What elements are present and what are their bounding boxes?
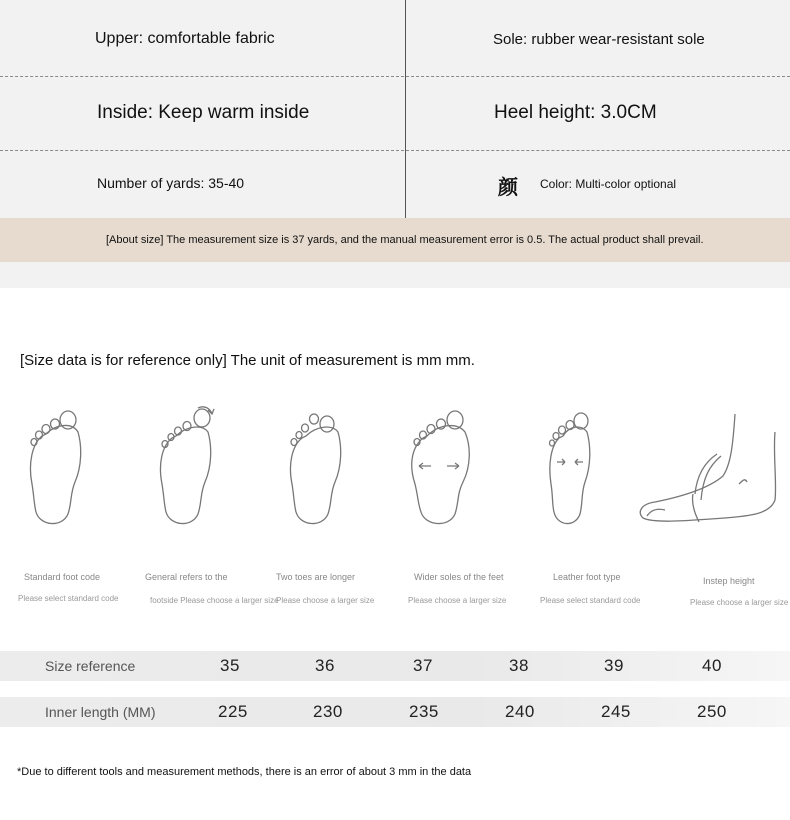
foot-type-title: Two toes are longer [276,572,356,582]
foot-type-title: Standard foot code [24,572,101,582]
narrow-foot-icon [535,404,610,529]
inner-length-label: Inner length (MM) [45,704,156,720]
spec-inside: Inside: Keep warm inside [97,102,310,123]
size-cell: 37 [413,656,433,675]
foot-type-advice: Please select standard code [18,594,119,603]
length-cell: 225 [218,702,248,721]
size-cell: 36 [315,656,335,675]
foot-type-title: Leather foot type [553,572,621,582]
spec-upper: Upper: comfortable fabric [95,30,275,47]
foot-type-title: General refers to the [145,572,228,582]
foot-type-advice: Please choose a larger size [690,598,789,607]
size-note-band [0,218,790,262]
foot-type-advice: Please choose a larger size [276,596,375,605]
standard-foot-icon [20,404,95,529]
spec-divider-1 [0,76,790,77]
foot-type-title: Instep height [703,576,755,586]
length-cell: 235 [409,702,439,721]
size-cell: 35 [220,656,240,675]
length-cell: 230 [313,702,343,721]
length-cell: 245 [601,702,631,721]
spec-divider-2 [0,150,790,151]
measurement-footnote: *Due to different tools and measurement methods, there is an error of about 3 mm in the data [17,766,472,778]
length-cell: 240 [505,702,535,721]
wide-sole-foot-icon [405,404,480,529]
spec-sole: Sole: rubber wear-resistant sole [493,31,705,48]
reference-title: [Size data is for reference only] The unit of measurement is mm mm. [20,352,475,369]
long-second-toe-foot-icon [280,404,355,529]
spec-yards: Number of yards: 35-40 [97,175,245,191]
spec-color: Color: Multi-color optional [540,177,677,191]
size-cell: 39 [604,656,624,675]
foot-type-title: Wider soles of the feet [414,572,504,582]
foot-type-advice: footside Please choose a larger size [150,596,279,605]
foot-type-advice: Please select standard code [540,596,641,605]
spec-divider-vertical [405,0,406,218]
size-note-text: [About size] The measurement size is 37 yards, and the manual measurement error is 0.5. The actual product shall prevail. [106,234,704,246]
size-cell: 40 [702,656,722,675]
high-instep-foot-icon [635,404,780,529]
inner-length-row [0,697,790,727]
color-glyph: 颜 [498,175,518,199]
size-cell: 38 [509,656,529,675]
spec-heel-height: Heel height: 3.0CM [494,102,657,123]
size-reference-row [0,651,790,681]
size-reference-label: Size reference [45,658,136,674]
length-cell: 250 [697,702,727,721]
long-big-toe-foot-icon [150,404,225,529]
foot-type-advice: Please choose a larger size [408,596,507,605]
